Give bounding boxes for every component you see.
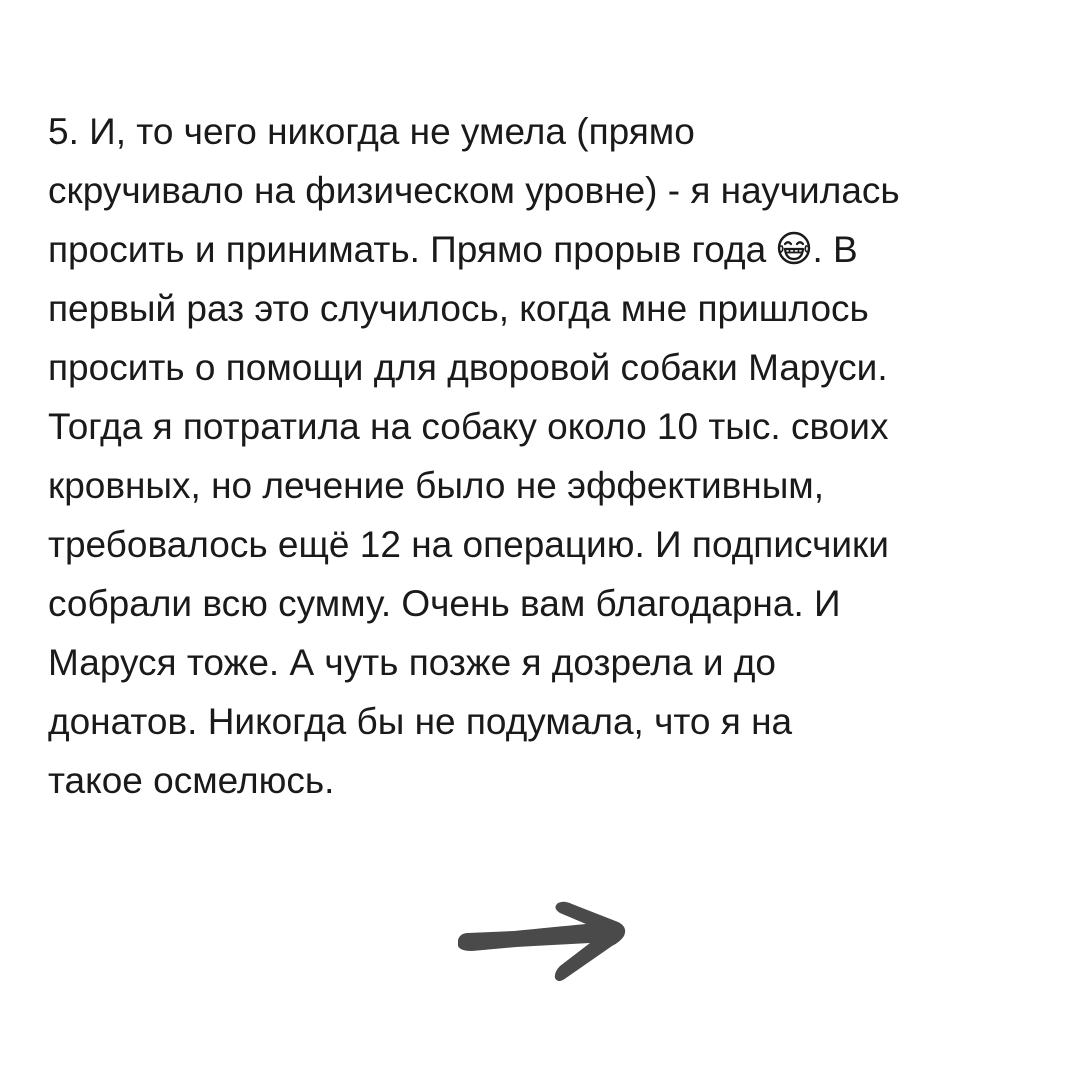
- text-line: такое осмелюсь.: [48, 760, 335, 801]
- text-line: первый раз это случилось, когда мне пришлось: [48, 288, 869, 329]
- text-line: требовалось ещё 12 на операцию. И подписчики: [48, 524, 889, 565]
- text-line: Маруся тоже. А чуть позже я дозрела и до: [48, 642, 776, 683]
- post-text: [48, 102, 1048, 810]
- text-line: Тогда я потратила на собаку около 10 тыс. своих: [48, 406, 889, 447]
- text-line: просить о помощи для дворовой собаки Маруси.: [48, 347, 888, 388]
- text-line: донатов. Никогда бы не подумала, что я на: [48, 701, 793, 742]
- text-line: 5. И, то чего никогда не умела (прямо: [48, 111, 695, 152]
- text-line: скручивало на физическом уровне) - я научилась: [48, 170, 900, 211]
- text-line: кровных, но лечение было не эффективным,: [48, 465, 825, 506]
- arrow-right-icon[interactable]: [454, 900, 630, 986]
- text-line: [48, 220, 1048, 279]
- laughing-with-tears-icon: [777, 231, 811, 265]
- text-fragment: просить и принимать. Прямо прорыв года: [48, 229, 777, 270]
- text-line: собрали всю сумму. Очень вам благодарна. И: [48, 583, 841, 624]
- text-fragment: . В: [812, 229, 858, 270]
